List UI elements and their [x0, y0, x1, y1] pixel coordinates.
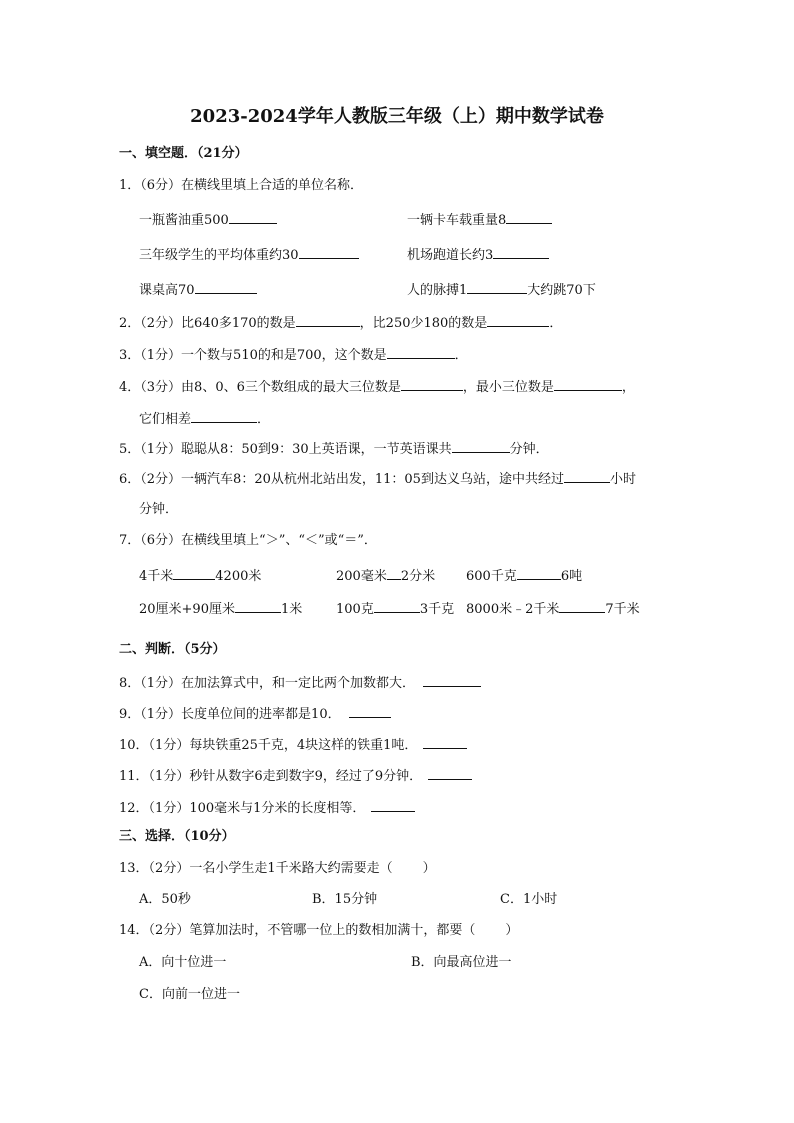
answer-blank[interactable]	[229, 211, 277, 224]
answer-blank[interactable]	[374, 600, 420, 613]
answer-blank[interactable]	[467, 281, 527, 294]
compare-item	[139, 567, 261, 585]
compare-item	[139, 600, 302, 618]
question-text: 6．（2分）一辆汽车8：20从杭州北站出发，11：05到达义乌站，途中共经过	[119, 472, 564, 487]
question-12	[119, 799, 415, 817]
question-text: 14．（2分）笔算加法时，不管哪一位上的数相加满十，都要（	[119, 923, 476, 938]
question-text: 10．（1分）每块铁重25千克，4块这样的铁重1吨．	[119, 738, 418, 753]
question-text: 2．（2分）比640多170的数是	[119, 316, 296, 331]
question-7-stem: 7．（6分）在横线里填上“＞”、“＜”或“＝”．	[119, 533, 377, 548]
answer-blank[interactable]	[428, 767, 472, 780]
section-1-heading: 一、填空题．（21分）	[119, 146, 248, 161]
item-text: 一辆卡车载重量8	[407, 213, 507, 228]
compare-left: 100克	[336, 602, 374, 617]
compare-right: 1米	[280, 602, 303, 617]
question-text: ．	[454, 348, 468, 363]
section-3-heading: 三、选择．（10分）	[119, 829, 235, 844]
option-b[interactable]: B．15分钟	[312, 892, 378, 907]
answer-blank[interactable]	[387, 567, 401, 580]
compare-right: 4200米	[215, 569, 262, 584]
answer-blank[interactable]	[387, 346, 455, 359]
answer-blank[interactable]	[423, 674, 481, 687]
option-a[interactable]: A．50秒	[139, 892, 191, 907]
question-text: ，比250少180的数是	[359, 316, 488, 331]
compare-item	[466, 567, 582, 585]
question-text: 小时	[609, 472, 636, 487]
option-a[interactable]: A．向十位进一	[139, 955, 227, 970]
item-text: 三年级学生的平均体重约30	[139, 248, 299, 263]
question-1-stem: 1．（6分）在横线里填上合适的单位名称．	[119, 178, 364, 193]
compare-right: 7千米	[605, 602, 640, 617]
compare-item	[336, 567, 435, 585]
question-text: 9．（1分）长度单位间的进率都是10．	[119, 707, 341, 722]
question-9	[119, 705, 391, 723]
question-1-item-f	[407, 281, 596, 299]
item-text: 课桌高70	[139, 283, 195, 298]
question-5	[119, 440, 549, 458]
question-text: ）	[422, 861, 436, 876]
question-text: ）	[505, 923, 519, 938]
answer-blank[interactable]	[173, 567, 215, 580]
question-text: ，	[621, 380, 635, 395]
question-text: 8．（1分）在加法算式中，和一定比两个加数都大．	[119, 676, 416, 691]
answer-blank[interactable]	[517, 567, 561, 580]
question-text: ．	[549, 316, 563, 331]
answer-blank[interactable]	[371, 799, 415, 812]
compare-left: 20厘米+90厘米	[139, 602, 235, 617]
question-8	[119, 674, 481, 692]
item-text: 大约跳70下	[527, 283, 596, 298]
question-13-stem	[119, 861, 436, 877]
question-4-cont	[139, 410, 270, 428]
option-b[interactable]: B．向最高位进一	[411, 955, 512, 970]
exam-title: 2023-2024学年人教版三年级（上）期中数学试卷	[190, 106, 604, 127]
compare-right: 2分米	[400, 569, 436, 584]
question-6	[119, 470, 636, 488]
question-1-item-c	[139, 246, 359, 264]
question-4	[119, 378, 635, 396]
question-text: 13．（2分）一名小学生走1千米路大约需要走（	[119, 861, 393, 876]
answer-blank[interactable]	[493, 246, 549, 259]
question-text: 3．（1分）一个数与510的和是700，这个数是	[119, 348, 387, 363]
question-text: 它们相差	[139, 412, 192, 427]
answer-blank[interactable]	[423, 736, 467, 749]
answer-blank[interactable]	[191, 410, 257, 423]
answer-blank[interactable]	[296, 314, 360, 327]
answer-blank[interactable]	[452, 440, 510, 453]
answer-blank[interactable]	[564, 470, 610, 483]
item-text: 人的脉搏1	[407, 283, 468, 298]
question-text: 5．（1分）聪聪从8：50到9：30上英语课，一节英语课共	[119, 442, 452, 457]
item-text: 一瓶酱油重500	[139, 213, 229, 228]
question-text: ，最小三位数是	[462, 380, 554, 395]
question-11	[119, 767, 472, 785]
section-2-heading: 二、判断．（5分）	[119, 642, 226, 657]
question-text: ．	[257, 412, 271, 427]
question-1-item-a	[139, 211, 277, 229]
question-text: 分钟．	[509, 442, 549, 457]
compare-left: 600千克	[466, 569, 517, 584]
question-text: 11．（1分）秒针从数字6走到数字9，经过了9分钟．	[119, 769, 423, 784]
question-2	[119, 314, 562, 332]
compare-right: 6吨	[560, 569, 583, 584]
question-text: 4．（3分）由8、0、6三个数组成的最大三位数是	[119, 380, 401, 395]
compare-left: 200毫米	[336, 569, 387, 584]
answer-blank[interactable]	[554, 378, 622, 391]
answer-blank[interactable]	[349, 705, 391, 718]
item-text: 机场跑道长约3	[407, 248, 494, 263]
answer-blank[interactable]	[195, 281, 257, 294]
answer-blank[interactable]	[506, 211, 552, 224]
compare-item	[336, 600, 454, 618]
answer-blank[interactable]	[235, 600, 281, 613]
answer-blank[interactable]	[401, 378, 463, 391]
compare-item	[466, 600, 640, 618]
question-14-stem	[119, 923, 518, 939]
question-3	[119, 346, 468, 364]
answer-blank[interactable]	[299, 246, 359, 259]
compare-left: 4千米	[139, 569, 174, 584]
answer-blank[interactable]	[559, 600, 605, 613]
compare-right: 3千克	[419, 602, 455, 617]
question-1-item-d	[407, 246, 549, 264]
question-1-item-b	[407, 211, 552, 229]
question-6-cont: 分钟．	[139, 502, 179, 517]
compare-left: 8000米﹣2千米	[466, 602, 560, 617]
question-text: 12．（1分）100毫米与1分米的长度相等．	[119, 801, 366, 816]
question-1-item-e	[139, 281, 257, 299]
answer-blank[interactable]	[487, 314, 549, 327]
question-10	[119, 736, 467, 754]
option-c[interactable]: C．向前一位进一	[139, 987, 240, 1002]
option-c[interactable]: C．1小时	[500, 892, 558, 907]
